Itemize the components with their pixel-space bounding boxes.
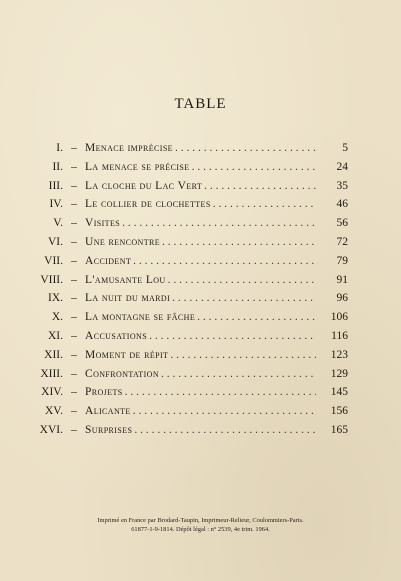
page-number: 129 xyxy=(330,367,348,380)
chapter-number: I. xyxy=(56,142,63,154)
dot-leader xyxy=(161,368,316,380)
chapter-title: Le collier de clochettes xyxy=(85,198,211,211)
page-number: 123 xyxy=(330,348,348,361)
chapter-dash: – xyxy=(71,311,77,324)
chapter-number: IX. xyxy=(47,292,63,305)
dot-leader xyxy=(170,349,316,361)
page-number: 5 xyxy=(342,142,348,154)
toc-entry xyxy=(12,198,348,217)
chapter-dash: – xyxy=(71,142,77,154)
page-number: 165 xyxy=(330,423,348,436)
page-number: 56 xyxy=(336,217,348,230)
toc-entry xyxy=(12,330,348,349)
chapter-number: II. xyxy=(52,160,63,173)
dot-leader xyxy=(168,274,316,286)
chapter-dash: – xyxy=(71,423,77,436)
chapter-title: La cloche du Lac Vert xyxy=(85,179,203,192)
page-title: TABLE xyxy=(174,96,227,112)
page-number: 96 xyxy=(336,292,348,305)
chapter-number: XIII. xyxy=(40,367,63,380)
chapter-title: Alicante xyxy=(85,405,131,418)
chapter-dash: – xyxy=(71,160,77,173)
chapter-title: Projets xyxy=(85,386,123,399)
chapter-dash: – xyxy=(71,292,77,305)
printer-imprint xyxy=(0,516,401,534)
toc-entry xyxy=(12,236,348,255)
toc-entry xyxy=(12,255,348,274)
page-number: 156 xyxy=(330,405,348,418)
dot-leader xyxy=(172,292,316,304)
dot-leader xyxy=(125,386,316,398)
chapter-number: XVI. xyxy=(39,423,63,436)
chapter-title: La montagne se fâche xyxy=(85,311,196,324)
toc-entry xyxy=(12,386,348,405)
page-number: 91 xyxy=(336,273,348,286)
dot-leader xyxy=(175,142,316,154)
page-number: 79 xyxy=(336,254,348,267)
dot-leader xyxy=(204,180,316,192)
chapter-number: V. xyxy=(53,217,63,230)
dot-leader xyxy=(122,217,316,229)
chapter-dash: – xyxy=(71,254,77,267)
dot-leader xyxy=(149,330,316,342)
chapter-title: Confrontation xyxy=(85,367,160,380)
toc-entry xyxy=(12,142,348,161)
chapter-number: VII. xyxy=(44,254,63,267)
imprint-line-1: Imprimé en France par Brodard-Taupin, Imprimeur-Relieur, Coulommiers-Paris. xyxy=(97,517,304,524)
chapter-title: Accusations xyxy=(85,329,148,342)
toc-entry xyxy=(12,161,348,180)
chapter-title: Une rencontre xyxy=(85,235,161,248)
chapter-dash: – xyxy=(71,179,77,192)
toc-entry xyxy=(12,311,348,330)
chapter-number: III. xyxy=(48,179,63,192)
page-number: 106 xyxy=(330,311,348,324)
toc-entry xyxy=(12,368,348,387)
dot-leader xyxy=(192,161,316,173)
chapter-title: Visites xyxy=(85,217,121,230)
chapter-dash: – xyxy=(71,386,77,399)
toc-entry xyxy=(12,217,348,236)
toc-entry xyxy=(12,274,348,293)
chapter-title: Menace imprécise xyxy=(85,142,173,154)
page-number: 24 xyxy=(336,160,348,173)
chapter-title: Moment de répit xyxy=(85,348,169,361)
chapter-number: VIII. xyxy=(40,273,63,286)
imprint-line-2: 61877-1-9-1814. Dépôt légal : n° 2539, 4e trim. 1964. xyxy=(131,526,270,533)
toc-entry xyxy=(12,405,348,424)
chapter-title: Accident xyxy=(85,254,132,267)
chapter-number: XV. xyxy=(44,405,63,418)
table-of-contents xyxy=(12,142,348,443)
page-number: 72 xyxy=(336,235,348,248)
chapter-number: VI. xyxy=(47,235,63,248)
chapter-number: IV. xyxy=(49,198,63,211)
chapter-dash: – xyxy=(71,329,77,342)
chapter-number: X. xyxy=(51,311,63,324)
chapter-title: L'amusante Lou xyxy=(85,273,166,286)
toc-entry xyxy=(12,292,348,311)
dot-leader xyxy=(162,236,316,248)
chapter-dash: – xyxy=(71,273,77,286)
chapter-dash: – xyxy=(71,348,77,361)
chapter-number: XI. xyxy=(47,329,63,342)
dot-leader xyxy=(134,424,316,436)
chapter-title: La menace se précise xyxy=(85,160,190,173)
page-number: 46 xyxy=(336,198,348,211)
toc-entry xyxy=(12,180,348,199)
chapter-dash: – xyxy=(71,235,77,248)
dot-leader xyxy=(133,255,316,267)
chapter-title: Surprises xyxy=(85,423,133,436)
page-number: 35 xyxy=(336,179,348,192)
chapter-dash: – xyxy=(71,217,77,230)
toc-entry xyxy=(12,349,348,368)
page-number: 145 xyxy=(330,386,348,399)
dot-leader xyxy=(213,198,316,210)
page-number: 116 xyxy=(331,329,348,342)
dot-leader xyxy=(133,405,316,417)
chapter-dash: – xyxy=(71,405,77,418)
chapter-number: XII. xyxy=(44,348,63,361)
toc-entry xyxy=(12,424,348,443)
chapter-dash: – xyxy=(71,367,77,380)
chapter-title: La nuit du mardi xyxy=(85,292,171,305)
dot-leader xyxy=(197,311,316,323)
chapter-number: XIV. xyxy=(41,386,63,399)
chapter-dash: – xyxy=(71,198,77,211)
